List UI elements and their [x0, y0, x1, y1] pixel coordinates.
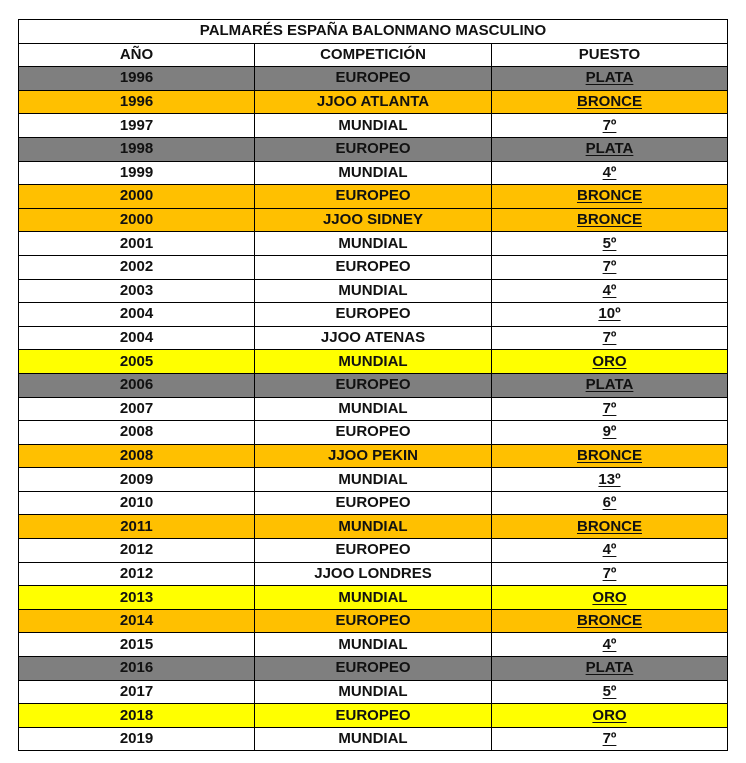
cell-year: 2009 — [19, 468, 255, 492]
cell-place: PLATA — [492, 67, 728, 91]
cell-year: 2016 — [19, 657, 255, 681]
table-body — [19, 67, 728, 751]
table-title: PALMARÉS ESPAÑA BALONMANO MASCULINO — [19, 20, 728, 44]
table-row — [19, 185, 728, 209]
cell-place: ORO — [492, 350, 728, 374]
cell-competition: JJOO SIDNEY — [255, 208, 492, 232]
cell-competition: MUNDIAL — [255, 633, 492, 657]
cell-competition: EUROPEO — [255, 609, 492, 633]
cell-competition: EUROPEO — [255, 185, 492, 209]
table-row — [19, 515, 728, 539]
table-row — [19, 609, 728, 633]
table-row — [19, 326, 728, 350]
cell-competition: JJOO ATLANTA — [255, 90, 492, 114]
table-row — [19, 680, 728, 704]
cell-year: 2010 — [19, 491, 255, 515]
table-row — [19, 586, 728, 610]
table-row — [19, 303, 728, 327]
cell-competition: MUNDIAL — [255, 468, 492, 492]
cell-competition: EUROPEO — [255, 255, 492, 279]
table-row — [19, 444, 728, 468]
cell-competition: EUROPEO — [255, 303, 492, 327]
cell-year: 2012 — [19, 562, 255, 586]
cell-year: 2000 — [19, 208, 255, 232]
table-row — [19, 539, 728, 563]
cell-place: BRONCE — [492, 609, 728, 633]
table-row — [19, 633, 728, 657]
table-row — [19, 161, 728, 185]
cell-competition: MUNDIAL — [255, 279, 492, 303]
cell-year: 2004 — [19, 303, 255, 327]
table-row — [19, 90, 728, 114]
cell-place: ORO — [492, 586, 728, 610]
cell-competition: MUNDIAL — [255, 232, 492, 256]
cell-year: 2008 — [19, 421, 255, 445]
cell-place: PLATA — [492, 373, 728, 397]
cell-competition: MUNDIAL — [255, 515, 492, 539]
cell-place: BRONCE — [492, 90, 728, 114]
table-row — [19, 279, 728, 303]
cell-place: 4º — [492, 279, 728, 303]
cell-place: 4º — [492, 633, 728, 657]
cell-competition: MUNDIAL — [255, 680, 492, 704]
cell-year: 2005 — [19, 350, 255, 374]
cell-place: 7º — [492, 397, 728, 421]
cell-competition: MUNDIAL — [255, 350, 492, 374]
table-row — [19, 114, 728, 138]
cell-competition: MUNDIAL — [255, 727, 492, 751]
cell-place: BRONCE — [492, 208, 728, 232]
cell-place: 4º — [492, 539, 728, 563]
table-row — [19, 727, 728, 751]
cell-year: 2012 — [19, 539, 255, 563]
cell-place: PLATA — [492, 137, 728, 161]
cell-place: 10º — [492, 303, 728, 327]
cell-place: 5º — [492, 232, 728, 256]
cell-competition: MUNDIAL — [255, 161, 492, 185]
cell-place: BRONCE — [492, 444, 728, 468]
cell-competition: EUROPEO — [255, 421, 492, 445]
cell-year: 1996 — [19, 90, 255, 114]
cell-place: 6º — [492, 491, 728, 515]
title-row — [19, 20, 728, 44]
cell-year: 2008 — [19, 444, 255, 468]
cell-place: 4º — [492, 161, 728, 185]
cell-year: 2001 — [19, 232, 255, 256]
cell-year: 2002 — [19, 255, 255, 279]
cell-place: 7º — [492, 562, 728, 586]
table-row — [19, 468, 728, 492]
cell-place: BRONCE — [492, 185, 728, 209]
header-year: AÑO — [19, 43, 255, 67]
cell-year: 1999 — [19, 161, 255, 185]
cell-competition: EUROPEO — [255, 137, 492, 161]
header-competition: COMPETICIÓN — [255, 43, 492, 67]
cell-place: PLATA — [492, 657, 728, 681]
cell-place: 9º — [492, 421, 728, 445]
cell-year: 2011 — [19, 515, 255, 539]
cell-place: 5º — [492, 680, 728, 704]
cell-place: BRONCE — [492, 515, 728, 539]
cell-competition: JJOO ATENAS — [255, 326, 492, 350]
cell-competition: EUROPEO — [255, 539, 492, 563]
cell-year: 2015 — [19, 633, 255, 657]
cell-year: 2000 — [19, 185, 255, 209]
cell-competition: EUROPEO — [255, 373, 492, 397]
table-row — [19, 373, 728, 397]
cell-competition: MUNDIAL — [255, 586, 492, 610]
cell-year: 2018 — [19, 704, 255, 728]
table-row — [19, 562, 728, 586]
cell-competition: MUNDIAL — [255, 114, 492, 138]
header-place: PUESTO — [492, 43, 728, 67]
cell-competition: MUNDIAL — [255, 397, 492, 421]
cell-year: 2014 — [19, 609, 255, 633]
table-row — [19, 657, 728, 681]
cell-competition: EUROPEO — [255, 704, 492, 728]
table-row — [19, 704, 728, 728]
table-row — [19, 421, 728, 445]
table-row — [19, 397, 728, 421]
cell-place: 7º — [492, 114, 728, 138]
palmares-table — [18, 19, 728, 751]
cell-competition: EUROPEO — [255, 657, 492, 681]
cell-competition: JJOO PEKIN — [255, 444, 492, 468]
table-row — [19, 232, 728, 256]
table-row — [19, 255, 728, 279]
table-row — [19, 350, 728, 374]
table-row — [19, 208, 728, 232]
cell-year: 2004 — [19, 326, 255, 350]
cell-year: 2007 — [19, 397, 255, 421]
cell-competition: EUROPEO — [255, 67, 492, 91]
table-row — [19, 491, 728, 515]
cell-year: 1997 — [19, 114, 255, 138]
cell-year: 2003 — [19, 279, 255, 303]
cell-place: 13º — [492, 468, 728, 492]
cell-year: 2019 — [19, 727, 255, 751]
cell-place: 7º — [492, 727, 728, 751]
cell-competition: JJOO LONDRES — [255, 562, 492, 586]
cell-place: 7º — [492, 326, 728, 350]
table-row — [19, 67, 728, 91]
cell-place: ORO — [492, 704, 728, 728]
cell-year: 1996 — [19, 67, 255, 91]
cell-place: 7º — [492, 255, 728, 279]
table-row — [19, 137, 728, 161]
cell-year: 2013 — [19, 586, 255, 610]
cell-year: 2017 — [19, 680, 255, 704]
header-row — [19, 43, 728, 67]
cell-competition: EUROPEO — [255, 491, 492, 515]
cell-year: 2006 — [19, 373, 255, 397]
cell-year: 1998 — [19, 137, 255, 161]
